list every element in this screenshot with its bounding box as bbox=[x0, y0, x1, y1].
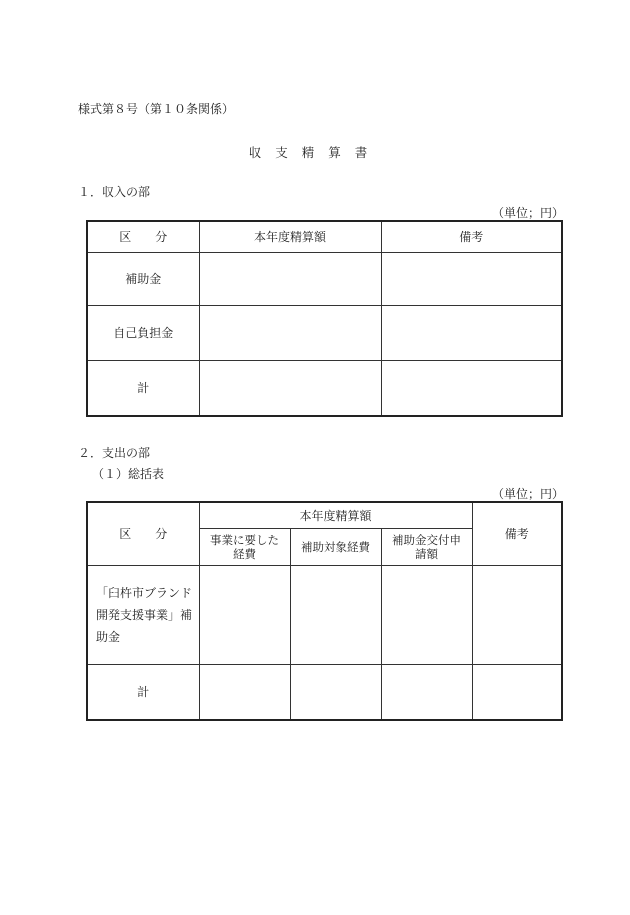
expense-remarks-cell[interactable] bbox=[472, 565, 562, 664]
expense-header-category: 区 分 bbox=[87, 502, 199, 565]
table-row bbox=[87, 360, 562, 416]
income-amount-cell[interactable] bbox=[199, 305, 381, 360]
income-table bbox=[86, 220, 563, 417]
table-row bbox=[87, 664, 562, 720]
expense-header-required-cost: 事業に要した経費 bbox=[199, 528, 290, 565]
expense-header-row bbox=[87, 502, 562, 528]
expense-unit-label: （単位；円） bbox=[492, 487, 565, 501]
income-header-row bbox=[87, 221, 562, 252]
expense-row-category: 「臼杵市ブランド開発支援事業」補助金 bbox=[87, 565, 199, 664]
income-amount-cell[interactable] bbox=[199, 360, 381, 416]
form-number: 様式第８号（第１０条関係） bbox=[78, 102, 235, 116]
expense-header-subsidy-request: 補助金交付申請額 bbox=[381, 528, 472, 565]
expense-table bbox=[86, 501, 563, 721]
income-header-category: 区 分 bbox=[87, 221, 199, 252]
document-title: 収支精算書 bbox=[248, 145, 382, 160]
expense-required-cost-cell[interactable] bbox=[199, 565, 290, 664]
income-row-category: 補助金 bbox=[87, 252, 199, 305]
expense-row-category: 計 bbox=[87, 664, 199, 720]
income-amount-cell[interactable] bbox=[199, 252, 381, 305]
expense-header-amount-group: 本年度精算額 bbox=[199, 502, 472, 528]
income-remarks-cell[interactable] bbox=[381, 305, 562, 360]
expense-subsidy-target-cell[interactable] bbox=[290, 565, 381, 664]
summary-subheading: （１）総括表 bbox=[92, 467, 165, 481]
income-header-remarks: 備考 bbox=[381, 221, 562, 252]
expense-section-heading: ２．支出の部 bbox=[78, 446, 151, 460]
table-row bbox=[87, 252, 562, 305]
income-row-category: 計 bbox=[87, 360, 199, 416]
income-remarks-cell[interactable] bbox=[381, 360, 562, 416]
income-unit-label: （単位；円） bbox=[492, 206, 565, 220]
income-row-category: 自己負担金 bbox=[87, 305, 199, 360]
expense-subsidy-request-cell[interactable] bbox=[381, 565, 472, 664]
expense-subsidy-request-cell[interactable] bbox=[381, 664, 472, 720]
expense-header-subsidy-target: 補助対象経費 bbox=[290, 528, 381, 565]
expense-header-remarks: 備考 bbox=[472, 502, 562, 565]
expense-subsidy-target-cell[interactable] bbox=[290, 664, 381, 720]
income-remarks-cell[interactable] bbox=[381, 252, 562, 305]
table-row bbox=[87, 565, 562, 664]
table-row bbox=[87, 305, 562, 360]
expense-remarks-cell[interactable] bbox=[472, 664, 562, 720]
income-header-amount: 本年度精算額 bbox=[199, 221, 381, 252]
expense-required-cost-cell[interactable] bbox=[199, 664, 290, 720]
income-section-heading: １．収入の部 bbox=[78, 185, 151, 199]
